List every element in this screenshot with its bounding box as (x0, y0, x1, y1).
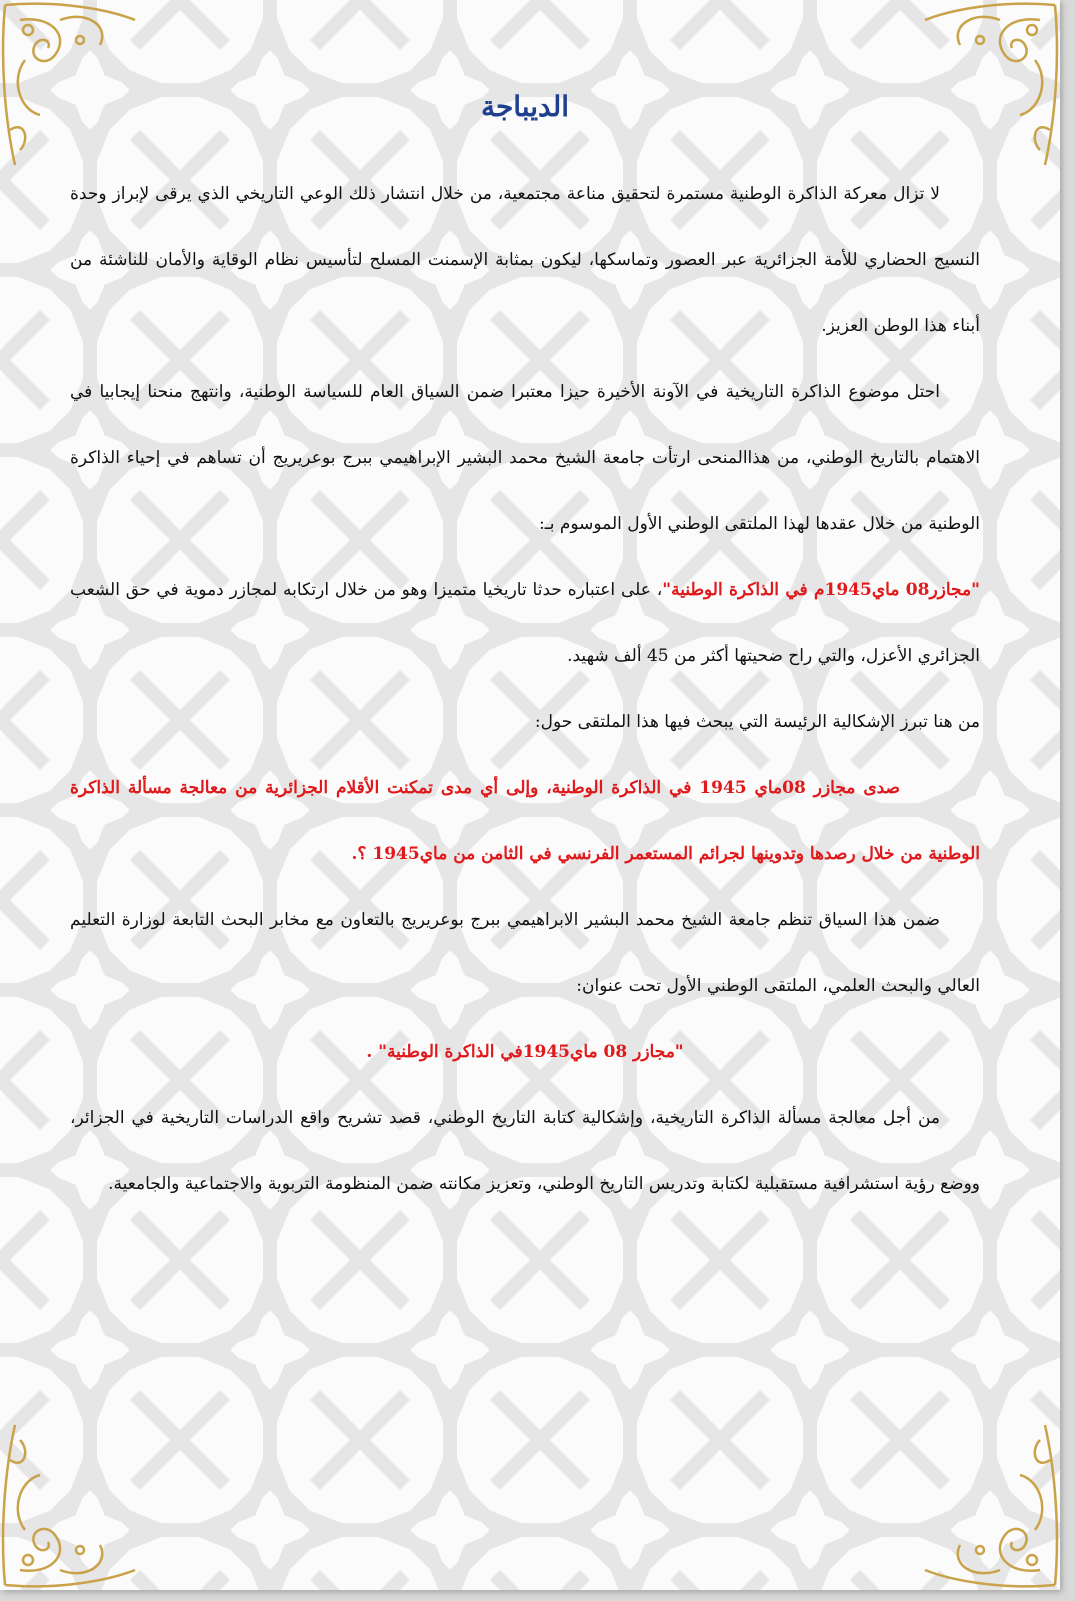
conference-title: "مجازر 08 ماي1945في الذاكرة الوطنية" . (366, 1042, 684, 1062)
paragraph-objectives: من أجل معالجة مسألة الذاكرة التاريخية، وإشكالية كتابة التاريخ الوطني، قصد تشريح واقع الدراسات التاريخية في الجزائر، ووضع رؤية استشرافية مستقبلية لكتابة وتدريس التاريخ الوطني، وتعزيز مكانته ضمن المنظومة التربوية والاجتماعية والجامعية. (70, 1108, 980, 1194)
paragraph-intro: لا تزال معركة الذاكرة الوطنية مستمرة لتحقيق مناعة مجتمعية، من خلال انتشار ذلك الوعي التاريخي الذي يرقى لإبراز وحدة النسيج الحضاري للأمة الجزائرية عبر العصور وتماسكها، ليكون بمثابة الإسمنت المسلح لتأسيس نظام الوقاية والأمان للناشئة من أبناء هذا الوطن العزيز. (70, 184, 980, 336)
event-title-highlight: "مجازر08 ماي1945م في الذاكرة الوطنية" (662, 580, 980, 600)
paragraph-problem-intro: من هنا تبرز الإشكالية الرئيسة التي يبحث فيها هذا الملتقى حول: (534, 712, 980, 732)
paragraph-event (70, 557, 980, 689)
page-title: الديباجة (480, 90, 570, 123)
paragraph-context: احتل موضوع الذاكرة التاريخية في الآونة الأخيرة حيزا معتبرا ضمن السياق العام للسياسة الوطنية، وانتهج منحنا إيجابيا في الاهتمام بالتاريخ الوطني، من هذاالمنحى ارتأت جامعة الشيخ محمد البشير الإبراهيمي ببرج بوعريريج أن تساهم في إحياء الذاكرة الوطنية من خلال عقدها لهذا الملتقى الوطني الأول الموسوم بـ: (70, 382, 980, 534)
document-body (70, 90, 980, 1217)
floral-ornament-icon (920, 1420, 1060, 1590)
event-description: ، على اعتباره حدثا تاريخيا متميزا وهو من خلال ارتكابه لمجازر دموية في حق الشعب الجزائري الأعزل، والتي راح ضحيتها أكثر من 45 ألف شهيد. (70, 580, 980, 666)
paragraph-organizer: ضمن هذا السياق تنظم جامعة الشيخ محمد البشير الابراهيمي ببرج بوعريريج بالتعاون مع مخابر البحث التابعة لوزارة التعليم العالي والبحث العلمي، الملتقى الوطني الأول تحت عنوان: (70, 910, 980, 996)
floral-ornament-icon (0, 1420, 140, 1590)
research-problem-statement: صدى مجازر 08ماي 1945 في الذاكرة الوطنية، وإلى أي مدى تمكنت الأقلام الجزائرية من معالجة مسألة الذاكرة الوطنية من خلال رصدها وتدوينها لجرائم المستعمر الفرنسي في الثامن من ماي1945 ؟. (70, 778, 980, 864)
